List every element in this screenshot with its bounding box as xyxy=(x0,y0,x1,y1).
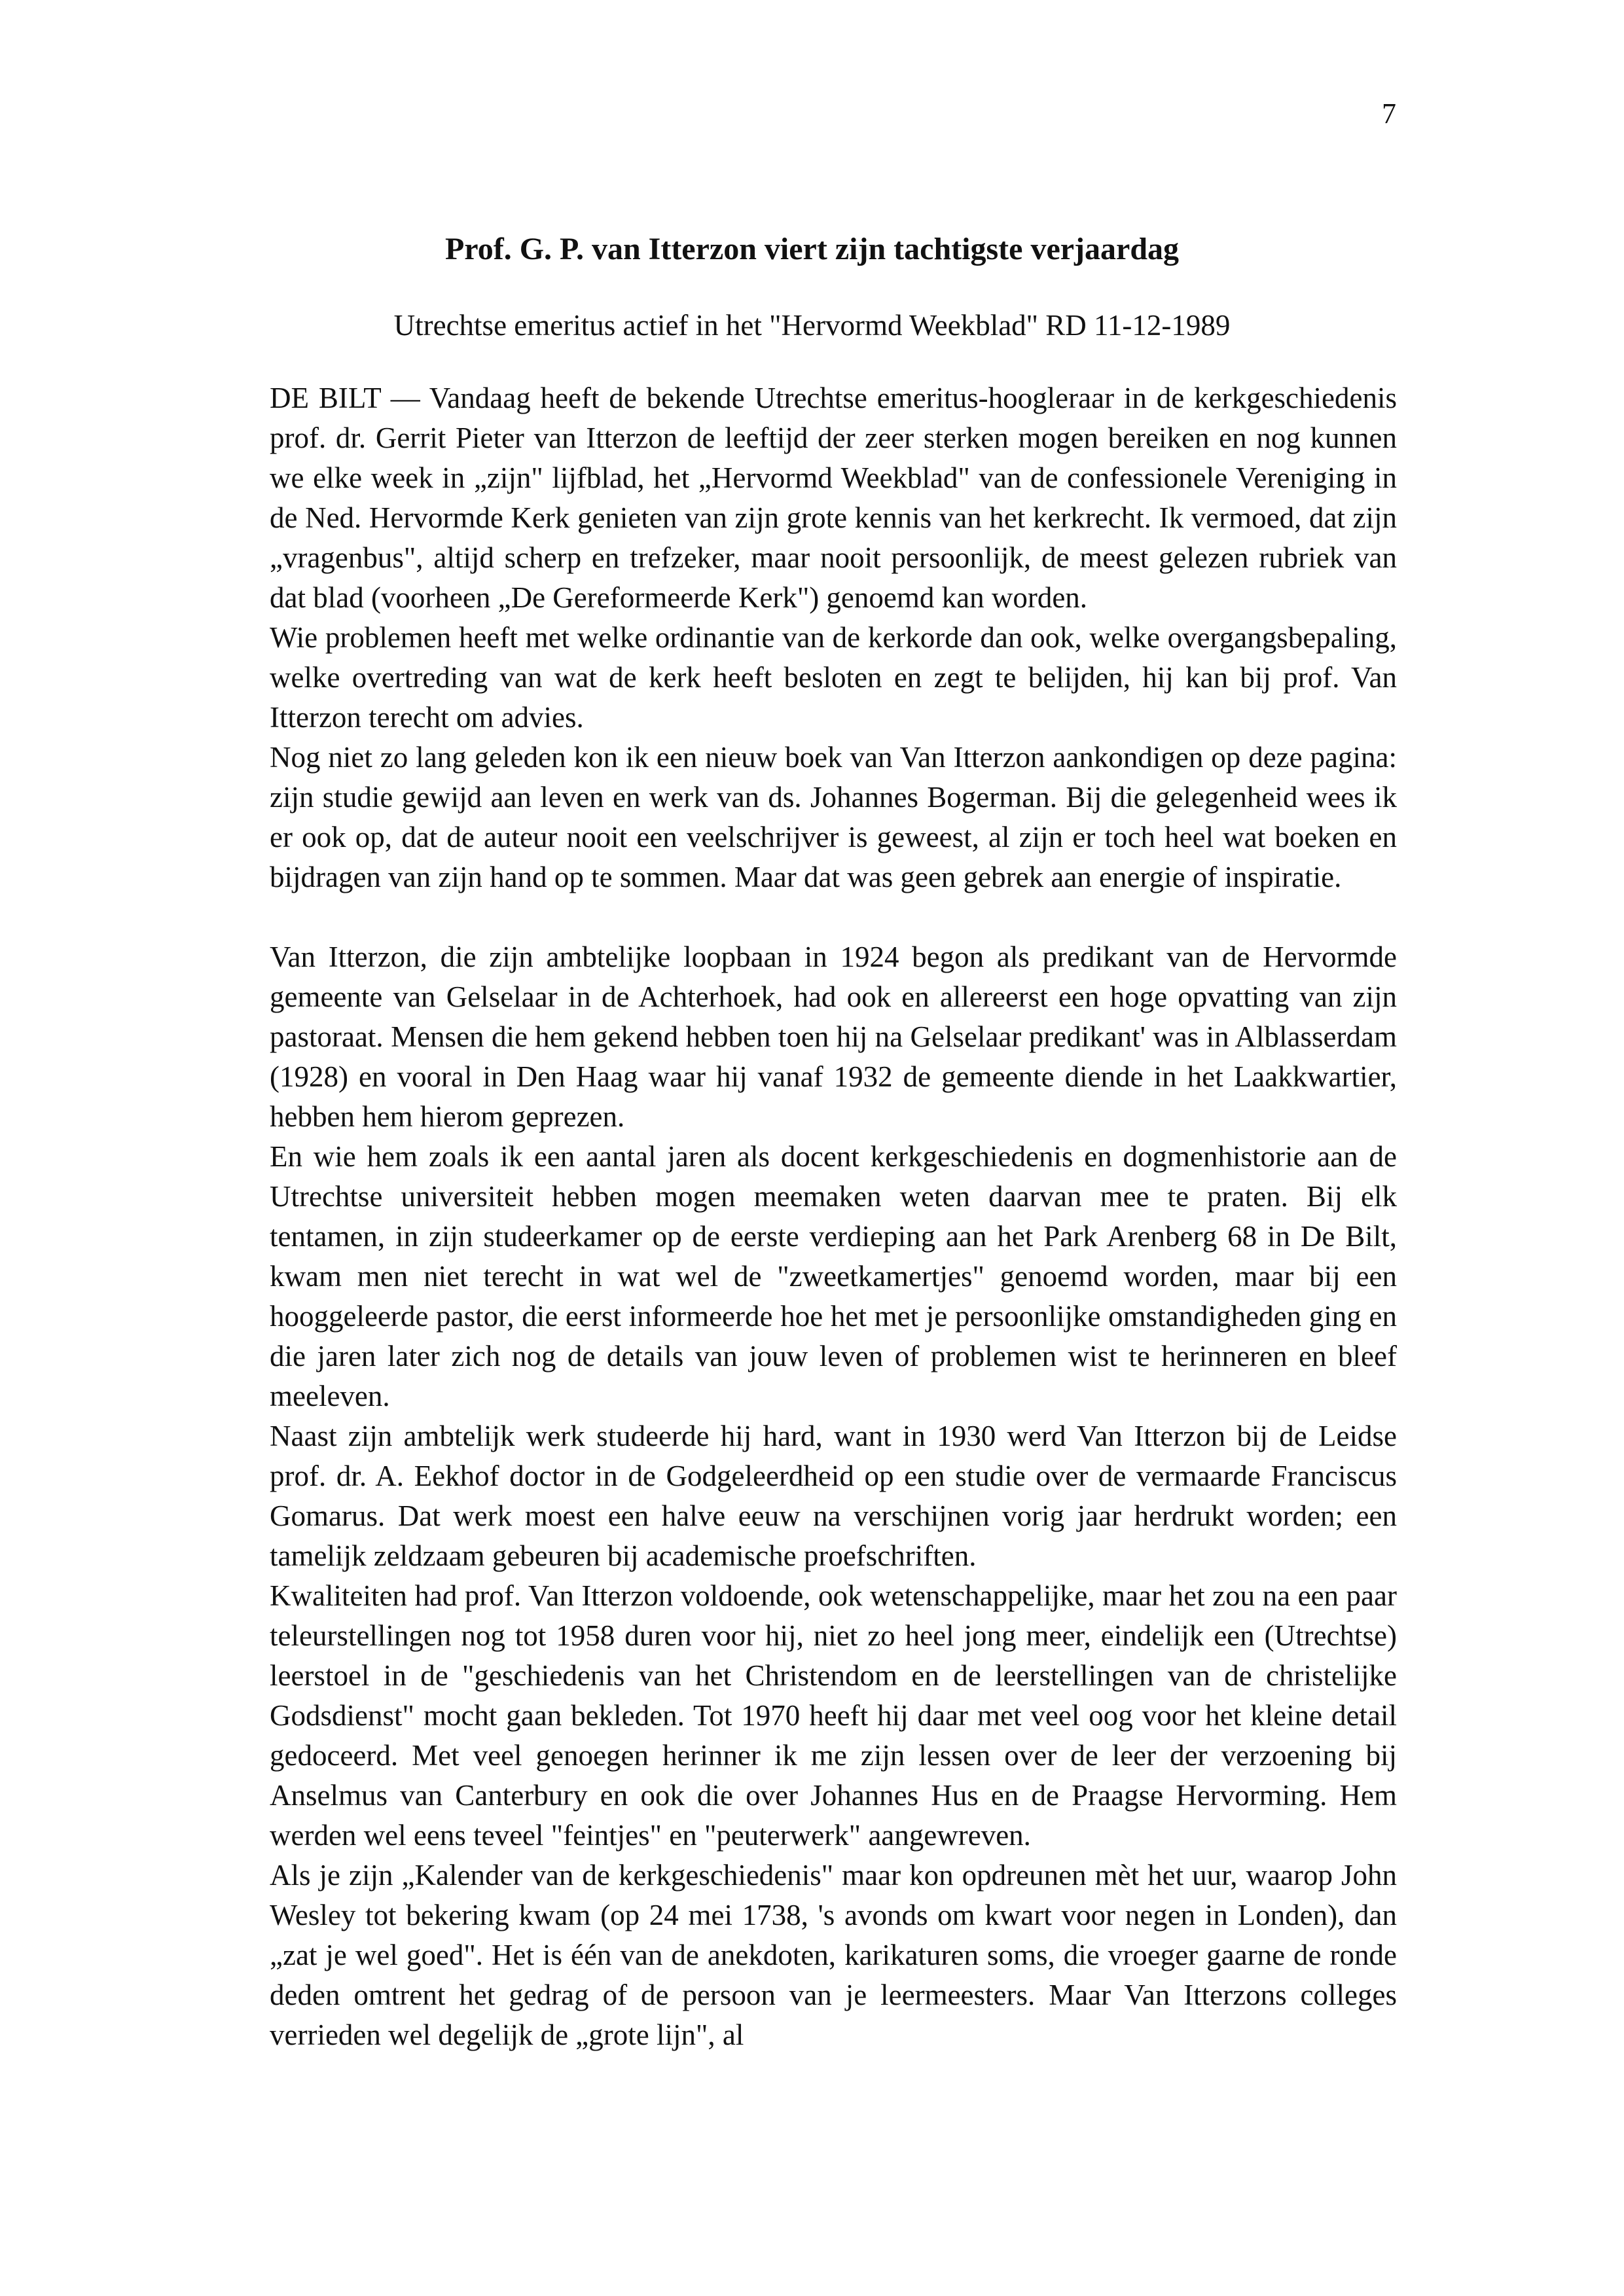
article-title: Prof. G. P. van Itterzon viert zijn tachtigste verjaardag xyxy=(444,232,1180,266)
paragraph: Wie problemen heeft met welke ordinantie van de kerkorde dan ook, welke overgangsbepaling, welke overtreding van wat de kerk heeft besloten en zegt te belijden, hij kan bij prof. Van Itterzon terecht om advies. xyxy=(270,621,1397,734)
paragraph: Nog niet zo lang geleden kon ik een nieuw boek van Van Itterzon aankondigen op deze pagina: zijn studie gewijd aan leven en werk van ds. Johannes Bogerman. Bij die gelegenheid wees ik er ook op, dat de auteur nooit een veelschrijver is geweest, al zijn er toch heel wat boeken en bijdragen van zijn hand op te sommen. Maar dat was geen gebrek aan energie of inspiratie. xyxy=(270,741,1397,893)
article-subtitle: Utrechtse emeritus actief in het "Hervormd Weekblad" RD 11-12-1989 xyxy=(393,309,1231,342)
paragraph: Kwaliteiten had prof. Van Itterzon voldoende, ook wetenschappelijke, maar het zou na een paar teleurstellingen nog tot 1958 duren voor hij, niet zo heel jong meer, eindelijk een (Utrechtse) leerstoel in de "geschiedenis van het Christendom en de leerstellingen van de christelijke Godsdienst" mocht gaan bekleden. Tot 1970 heeft hij daar met veel oog voor het kleine detail gedoceerd. Met veel genoegen herinner ik me zijn lessen over de leer der verzoening bij Anselmus van Canterbury en ook die over Johannes Hus en de Praagse Hervorming. Hem werden wel eens teveel "feintjes" en "peuterwerk" aangewreven. xyxy=(270,1579,1397,1852)
page-number: 7 xyxy=(1382,98,1396,130)
paragraph: Naast zijn ambtelijk werk studeerde hij hard, want in 1930 werd Van Itterzon bij de Leidse prof. dr. A. Eekhof doctor in de Godgeleerdheid op een studie over de vermaarde Franciscus Gomarus. Dat werk moest een halve eeuw na verschijnen vorig jaar herdrukt worden; een tamelijk zeldzaam gebeuren bij academische proefschriften. xyxy=(270,1420,1397,1572)
paragraph: Van Itterzon, die zijn ambtelijke loopbaan in 1924 begon als predikant van de Hervormde gemeente van Gelselaar in de Achterhoek, had ook en allereerst een hoge opvatting van zijn pastoraat. Mensen die hem gekend hebben toen hij na Gelselaar predikant' was in Alblasserdam (1928) en vooral in Den Haag waar hij vanaf 1932 de gemeente diende in het Laakkwartier, hebben hem hierom geprezen. xyxy=(270,941,1397,1133)
paragraph: DE BILT — Vandaag heeft de bekende Utrechtse emeritus-hoogleraar in de kerkgeschiedenis prof. dr. Gerrit Pieter van Itterzon de leeftijd der zeer sterken mogen bereiken en nog kunnen we elke week in „zijn" lijfblad, het „Hervormd Weekblad" van de confessionele Vereniging in de Ned. Hervormde Kerk genieten van zijn grote kennis van het kerkrecht. Ik vermoed, dat zijn „vragenbus", altijd scherp en trefzeker, maar nooit persoonlijk, de meest gelezen rubriek van dat blad (voorheen „De Gereformeerde Kerk") genoemd kan worden. xyxy=(270,382,1397,614)
paragraph: Als je zijn „Kalender van de kerkgeschiedenis" maar kon opdreunen mèt het uur, waarop John Wesley tot bekering kwam (op 24 mei 1738, 's avonds om kwart voor negen in Londen), dan „zat je wel goed". Het is één van de anekdoten, karikaturen soms, die vroeger gaarne de ronde deden omtrent het gedrag of de persoon van je leermeesters. Maar Van Itterzons colleges verrieden wel degelijk de „grote lijn", al xyxy=(270,1859,1397,2051)
paragraph: En wie hem zoals ik een aantal jaren als docent kerkgeschiedenis en dogmenhistorie aan de Utrechtse universiteit hebben mogen meemaken weten daarvan mee te praten. Bij elk tentamen, in zijn studeerkamer op de eerste verdieping aan het Park Arenberg 68 in De Bilt, kwam men niet terecht in wat wel de "zweetkamertjes" genoemd worden, maar bij een hooggeleerde pastor, die eerst informeerde hoe het met je persoonlijke omstandigheden ging en die jaren later zich nog de details van jouw leven of problemen wist te herinneren en bleef meeleven. xyxy=(270,1140,1397,1412)
article-body xyxy=(270,378,1397,2055)
